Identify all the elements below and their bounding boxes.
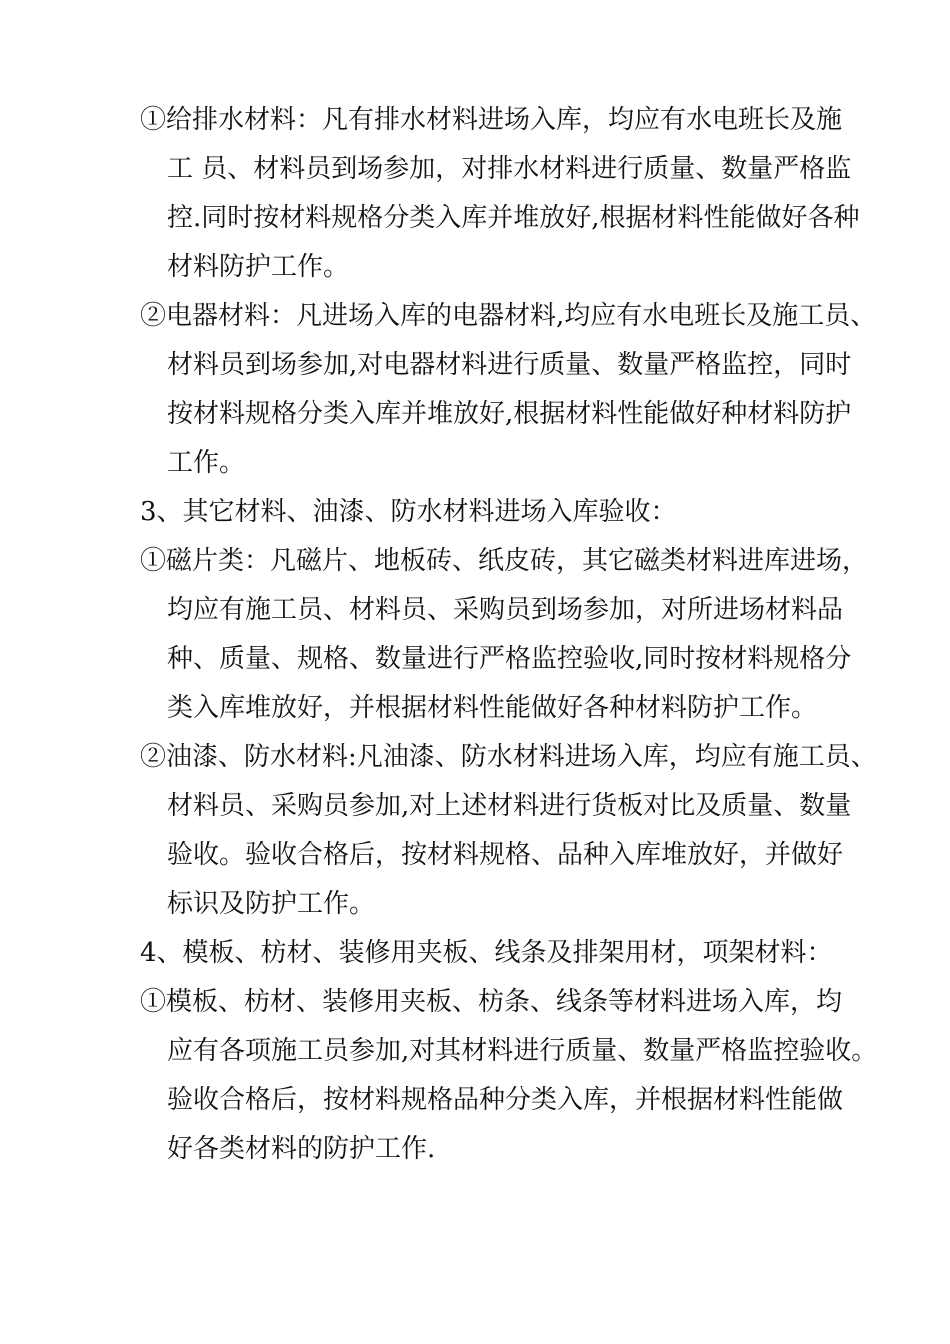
paragraph-first-line: ①磁片类：凡磁片、地板砖、纸皮砖，其它磁类材料进库进场，: [140, 546, 869, 576]
paragraph-continuation-line: 材料防护工作。: [167, 252, 350, 282]
paragraph-continuation-line: 种、质量、规格、数量进行严格监控验收,同时按材料规格分: [167, 644, 852, 674]
paragraph-continuation-line: 验收。验收合格后，按材料规格、品种入库堆放好，并做好: [167, 840, 844, 870]
paragraph-continuation-line: 按材料规格分类入库并堆放好,根据材料性能做好种材料防护: [167, 399, 852, 429]
paragraph-continuation-line: 材料员到场参加,对电器材料进行质量、数量严格监控，同时: [167, 350, 852, 380]
paragraph-continuation-line: 均应有施工员、材料员、采购员到场参加，对所进场材料品: [167, 595, 844, 625]
paragraph-first-line: ①给排水材料：凡有排水材料进场入库，均应有水电班长及施: [140, 105, 843, 135]
paragraph-continuation-line: 应有各项施工员参加,对其材料进行质量、数量严格监控验收。: [167, 1036, 878, 1066]
paragraph-continuation-line: 好各类材料的防护工作.: [167, 1134, 436, 1164]
paragraph-first-line: 4、模板、枋材、装修用夹板、线条及排架用材，项架材料：: [140, 938, 833, 968]
paragraph-continuation-line: 工作。: [167, 448, 246, 478]
document-body: [140, 96, 878, 1174]
paragraph-first-line: ①模板、枋材、装修用夹板、枋条、线条等材料进场入库，均: [140, 987, 843, 1017]
paragraph-continuation-line: 类入库堆放好，并根据材料性能做好各种材料防护工作。: [167, 693, 818, 723]
paragraph: [140, 292, 877, 488]
paragraph: [140, 488, 860, 537]
paragraph-continuation-line: 标识及防护工作。: [167, 889, 376, 919]
paragraph: [140, 929, 860, 978]
paragraph-first-line: ②油漆、防水材料:凡油漆、防水材料进场入库，均应有施工员、: [140, 742, 877, 772]
paragraph: [140, 537, 869, 733]
paragraph-continuation-line: 材料员、采购员参加,对上述材料进行货板对比及质量、数量: [167, 791, 852, 821]
paragraph-first-line: 3、其它材料、油漆、防水材料进场入库验收：: [140, 497, 677, 527]
paragraph-first-line: ②电器材料：凡进场入库的电器材料,均应有水电班长及施工员、: [140, 301, 877, 331]
paragraph: [140, 978, 878, 1174]
paragraph-continuation-line: 验收合格后，按材料规格品种分类入库，并根据材料性能做: [167, 1085, 844, 1115]
paragraph-continuation-line: 工 员、材料员到场参加，对排水材料进行质量、数量严格监: [167, 154, 852, 184]
paragraph: [140, 733, 877, 929]
paragraph: [140, 96, 860, 292]
paragraph-continuation-line: 控.同时按材料规格分类入库并堆放好,根据材料性能做好各种: [167, 203, 860, 233]
